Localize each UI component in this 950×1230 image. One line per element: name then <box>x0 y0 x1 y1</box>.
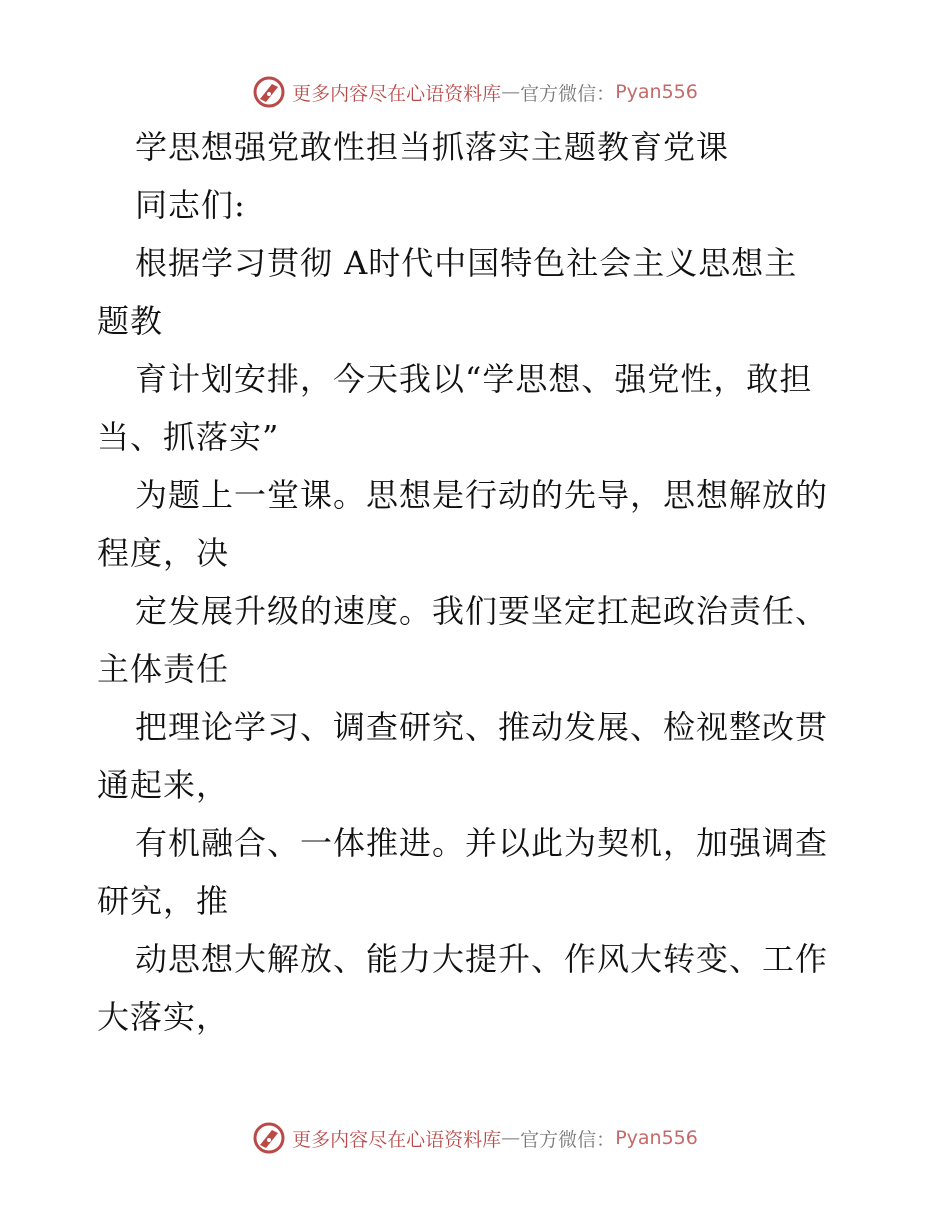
pen-nib-logo-icon <box>252 75 286 109</box>
watermark-text: 更多内容尽在心语资料库 <box>292 1128 502 1151</box>
watermark-wechat-id: Pyan556 <box>615 81 698 103</box>
paragraph-line: 有机融合、一体推进。并以此为契机，加强调查 <box>135 824 829 862</box>
paragraph-line: 育计划安排，今天我以“学思想、强党性，敢担 <box>135 360 813 398</box>
header-watermark <box>0 72 950 112</box>
document-body <box>97 118 867 1046</box>
paragraph-line: 程度，决 <box>97 534 230 572</box>
pen-nib-logo-icon <box>252 1121 286 1155</box>
paragraph-line: 大落实， <box>97 998 230 1036</box>
watermark-text: 更多内容尽在心语资料库 <box>292 82 502 105</box>
watermark-label: 官方微信： <box>520 1128 616 1151</box>
paragraph-line: 通起来， <box>97 766 230 804</box>
document-title: 学思想强党敢性担当抓落实主题教育党课 <box>135 128 730 166</box>
watermark-separator: — <box>501 81 521 103</box>
watermark-separator: — <box>501 1127 521 1149</box>
paragraph-line: 主体责任 <box>97 650 230 688</box>
footer-watermark <box>0 1118 950 1158</box>
paragraph-line: 为题上一堂课。思想是行动的先导，思想解放的 <box>135 476 829 514</box>
paragraph-line: 动思想大解放、能力大提升、作风大转变、工作 <box>135 940 829 978</box>
watermark-label: 官方微信： <box>520 82 616 105</box>
watermark-wechat-id: Pyan556 <box>615 1127 698 1149</box>
greeting: 同志们: <box>135 186 246 224</box>
paragraph-line: 研究，推 <box>97 882 230 920</box>
paragraph-line: 根据学习贯彻 A时代中国特色社会主义思想主 <box>135 244 798 282</box>
paragraph-line: 当、抓落实” <box>97 418 280 456</box>
paragraph-line: 把理论学习、调查研究、推动发展、检视整改贯 <box>135 708 829 746</box>
paragraph-line: 题教 <box>97 302 164 340</box>
paragraph-line: 定发展升级的速度。我们要坚定扛起政治责任、 <box>135 592 829 630</box>
